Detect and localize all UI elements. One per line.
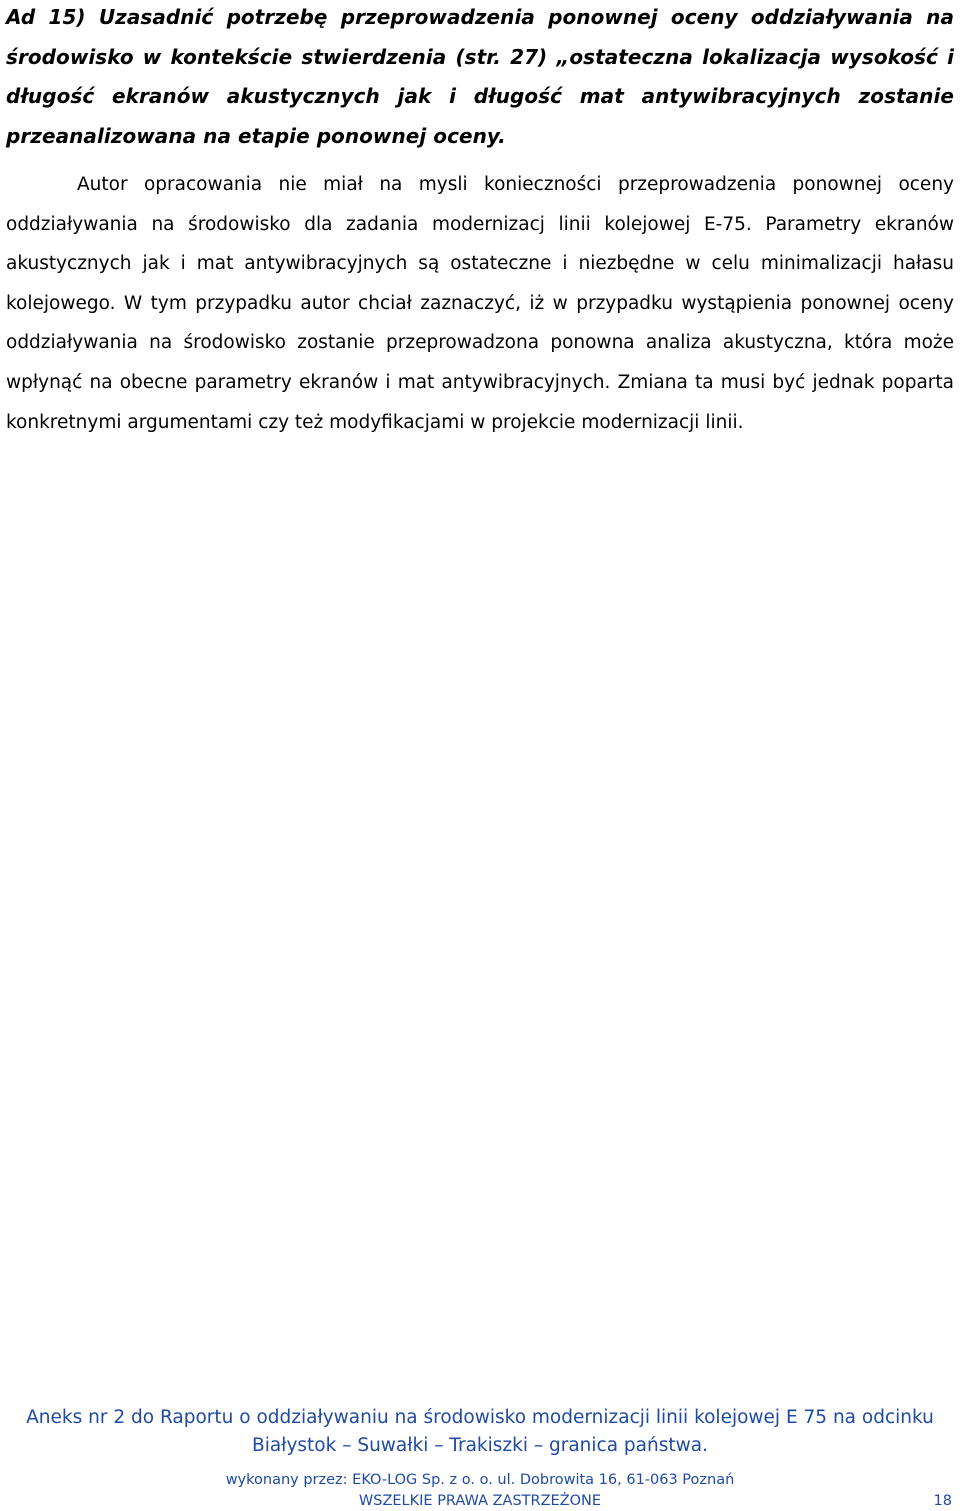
- question-heading: Ad 15) Uzasadnić potrzebę przeprowadzenia ponownej oceny oddziaływania na środowisko w kontekście stwierdzenia (str. 27) „ostateczna lokalizacja wysokość i długość ekranów akustycznych jak i długość mat antywibracyjnych zostanie przeanalizowana na etapie ponownej oceny.: [6, 5, 954, 148]
- footer-rights-notice: WSZELKIE PRAWA ZASTRZEŻONE: [358, 1493, 602, 1509]
- page-footer: [0, 1404, 960, 1460]
- footer-prepared-by: wykonany przez: EKO-LOG Sp. z o. o. ul. Dobrowita 16, 61-063 Poznań: [225, 1472, 735, 1488]
- page-number: 18: [933, 1493, 952, 1509]
- answer-paragraph: Autor opracowania nie miał na mysli konieczności przeprowadzenia ponownej oceny oddziaływania na środowisko dla zadania modernizacj linii kolejowej E-75. Parametry ekranów akustycznych jak i mat antywibracyjnych są ostateczne i niezbędne w celu minimalizacji hałasu kolejowego. W tym przypadku autor chciał zaznaczyć, iż w przypadku wystąpienia ponownej oceny oddziaływania na środowisko zostanie przeprowadzona ponowna analiza akustyczna, która może wpłynąć na obecne parametry ekranów i mat antywibracyjnych. Zmiana ta musi być jednak poparta konkretnymi argumentami czy też modyfikacjami w projekcie modernizacji linii.: [6, 174, 954, 433]
- footer-report-title: Aneks nr 2 do Raportu o oddziaływaniu na środowisko modernizacji linii kolejowej E 75 na odcinku: [26, 1407, 934, 1428]
- footer-route: Białystok – Suwałki – Trakiszki – granica państwa.: [252, 1435, 708, 1456]
